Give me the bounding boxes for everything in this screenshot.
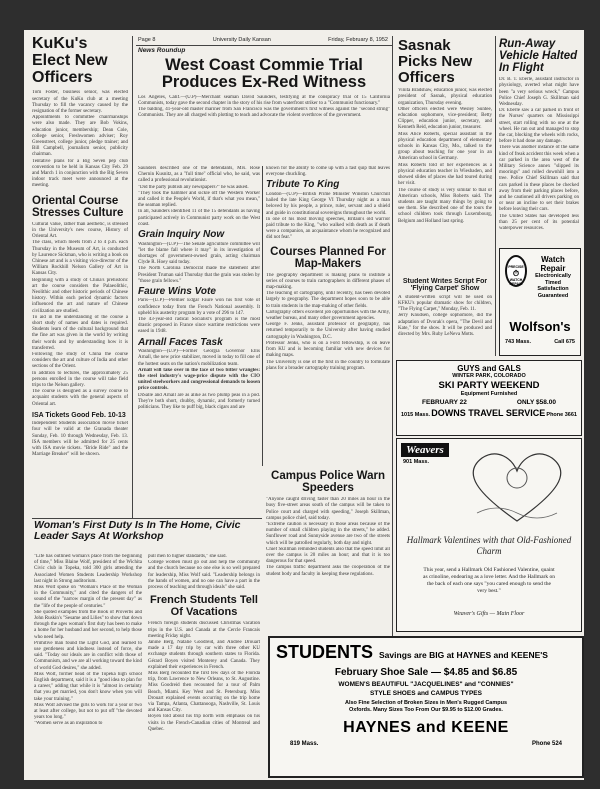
women-text-3: She quoted examples from the Book of Proverbs and John Ruskin's "Sesame and Lilies" to show that down through the ages woman's first duty has been to make a home for her husband and her second, to help those who need help. — [34, 609, 142, 640]
ribbon-icon — [477, 508, 557, 518]
women-column-b — [148, 554, 260, 772]
haynes-line-4: Also Fine Selection of Broken Sizes in Men's Rugged Campus — [344, 700, 508, 706]
women-text-2: Miss Wolf spoke on "Woman's Place of the Woman in the Community," and cited the dangers of the sound of the "narrow margin of the present day" as the "life of the people of centuries." — [34, 585, 142, 609]
header-rule — [136, 45, 392, 46]
script-headline: Student Writes Script For 'Flying Carpet' Show — [402, 278, 488, 293]
runaway-text-2: Dr. Eberle saw a car parked in front of the Nurses' quarters on Mississippi street, start rolling with no one at the wheel. He ran out and managed to stop the car, blocking the wheels with rocks, before it had done any damage. — [499, 108, 579, 145]
arnall-headline: Arnall Faces Task — [138, 336, 223, 348]
script-story — [398, 278, 492, 354]
roundup-kicker: News Roundup — [138, 47, 186, 54]
women-cont-2: College women must go out and help the community and the church because no one else is so well prepared for leadership, Miss Wolf said. "Leadership belongs in the hands of women, and no one can have a part in the process of teaching and through ideals" she said. — [148, 560, 260, 591]
grain-headline: Grain Inquiry Now — [138, 229, 225, 241]
wolfson-line-5: Satisfaction — [537, 286, 569, 292]
faure-text-1: Paris—(U.P)—Premier Edgar Faure won his first vote of confidence today from the French National assembly. It upheld his austerity program by a vote of 296 to 147. — [138, 298, 260, 316]
downs-date: FEBRUARY 22 — [422, 399, 467, 406]
women-headline: Woman's First Duty Is In The Home, Civic Leader Says At Workshop — [34, 519, 241, 543]
sasnak-text-4: Miss Roberts told of her experiences as a physical education teacher in Wiesbaden, and showed slides of places she had toured during her visit. — [398, 162, 492, 187]
valentine-illustration — [457, 443, 577, 527]
oriental-text-1: Cultural value, rather than aesthetic, is stressed in the University's new course, History of Oriental Art. — [32, 221, 128, 240]
oriental-text-2: The class, which meets from 2 to 4 p.m. each Thursday in the Museum of Art, is conducted by Laurence Sickman, who is writing a book on Chinese art and is a visiting vice-director of the William Rockhill Nelson Gallery of Art in Kansas City. — [32, 240, 128, 277]
left-column — [32, 36, 128, 516]
runaway-headline: Run-Away Vehicle Halted In Flight — [499, 38, 578, 75]
sasnak-headline: Sasnak Picks New Officers — [398, 38, 473, 86]
runaway-story — [499, 38, 579, 234]
wolfson-line-1: Watch — [541, 255, 565, 264]
sasnak-text-2: Other officers elected were Wesley Suntee, education sophomore, vice-president; Betty Clipper, education junior, secretary, and Kenneth Reid, education junior, treasurer. — [398, 106, 492, 131]
sasnak-story — [398, 38, 492, 278]
commie-text-3: Saunders described one of the defendants, Mrs. Rose Chernin Kusnitz, as a "full time" official who, he said, was called a professional revolutionist. — [138, 166, 260, 184]
wolfsons-phone: Call 675 — [554, 339, 575, 345]
precise-watch-badge — [505, 255, 527, 287]
courses-text-3: Cartography offers excellent job opportunities with the Army, weather bureau, and many other government agencies. — [266, 309, 390, 322]
students-headline: STUDENTS — [276, 642, 374, 662]
weavers-ad — [396, 438, 582, 632]
issue-date: Friday, February 8, 1952 — [328, 37, 388, 43]
haynes-phone: Phone 524 — [531, 741, 562, 747]
french-text-3: Miss Berg recounted the first few days of the Florida trip, from Lawrence to New Orleans, to St. Augustine. Miss Goodreid then recounted for a tour of Palm Beach, Miami. Key West and St. Petersburg. Miss Drouart explained events occurring on the trip home via Tampa, Atlanta, Chattanooga, Nashville, St. Louis and Kansas City. — [148, 670, 260, 714]
column-rule — [132, 36, 133, 518]
downs-line-2: WINTER PARK, COLORADO — [452, 373, 526, 379]
grain-text-1: Washington—(U.P)—The Senate agriculture committee will "let the blame fall where it may" in its investigation of shortages of government-owned grain, acting chairman Clyde R. Hoey said today. — [138, 241, 260, 266]
runaway-text-4: The United States has developed less than 25 per cent of its potential waterpower resources. — [499, 213, 579, 232]
weavers-body: This year, send a Hallmark Old Fashioned Valentine, quaint as crinoline, endearing as a love letter. And the Hallmark on the back of each one says "you cared enough to send the very best." — [423, 567, 555, 594]
savings-headline: Savings are BIG at HAYNES and KEENE'S — [379, 650, 548, 660]
sasnak-text-3: Miss Alice Roberts, special assistant in the physical education department of elementary schools in Kansas City, Mo., talked to the group about teaching for one year in an American school in Germany. — [398, 131, 492, 162]
downs-price: ONLY $58.00 — [516, 399, 556, 406]
haynes-line-2: WOMEN'S BEAUTIFUL "JACQUELINES" and "CONNIES" — [338, 681, 514, 688]
column-rule — [392, 36, 393, 656]
downs-address: 1015 Mass. — [401, 412, 431, 418]
downs-line-1: GUYS and GALS — [457, 364, 521, 373]
downs-line-4: Equipment Furnished — [460, 391, 518, 397]
campus-text-3: Chief Skillman reminded students also that the speed limit all over the campus is 20 miles an hour; and that it is too dangerous for that speed. — [266, 546, 390, 565]
campus-police-story — [266, 470, 390, 662]
isa-headline: ISA Tickets Good Feb. 10-13 — [32, 411, 126, 419]
weavers-address: 901 Mass. — [403, 459, 429, 465]
courses-text-6: The University is one of the first in the country to formulate plans for a broader cartography training program. — [266, 359, 390, 371]
sasnak-text-1: Vinita Bradshaw, education junior, was elected president of Sasnak, physical education organization, Thursday evening. — [398, 88, 492, 106]
french-text-4: Boyen told about his trip north with emphasis on his visits in the French-Canadian cities of Montreal and Quebec. — [148, 714, 260, 732]
courses-text-1: The geography department is making plans to institute a series of courses to train cartographers in different phases of map-making. — [266, 272, 390, 291]
haynes-line-3: STYLE SHOES and CAMPUS TYPES — [370, 690, 482, 697]
courses-text-2: The teaching of cartography, until recently, has been devoted largely to geography. The department hopes soon to be able to train students in the map-making of other fields. — [266, 291, 390, 309]
kukus-text-3: Tentative plans for a Big Seven pep club convention to be held in Kansas City Feb. 29 and March 1 in conjunction with the Big Seven indoor track meet were announced at the meeting. — [32, 158, 128, 189]
tribute-text-1: London—(U.P)—British Prime Minister Winston Churchill hailed the late King George VI Thursday night as a man beloved by his people, a prince, ruler, servant and a shield and guide in constitutional sovereigns throughout the world. — [266, 191, 390, 216]
watch-icon: ⏱ — [512, 269, 520, 278]
campus-text-1: "Anyone caught driving faster than 20 miles an hour in the busy five-street areas south of the campus will be taken to Police court and charged with speeding," Joseph Skillman, campus police chief, said today. — [266, 497, 390, 521]
women-text-6: Miss Wolf advised the girls to work for a year or two at least after college, but not to put off "the devoted years too long." — [34, 702, 142, 721]
women-text-4: Primitive man found the Light God, and learned to use gentleness and kindness instead of force, she said. "Today our ideals are in conflict with those of Communism, and we are all working toward the kind of world God desires," she added. — [34, 640, 142, 671]
oriental-headline: Oriental Course Stresses Culture — [32, 194, 124, 219]
haynes-address: 819 Mass. — [290, 741, 319, 747]
wolfson-line-3: Electronically — [535, 273, 571, 279]
tribute-headline: Tribute To King — [266, 179, 340, 191]
page-number: Page 8 — [138, 37, 156, 43]
badge-text-top: PRECISE — [508, 265, 524, 269]
sasnak-text-5: The course of study is very similar to that of American schools, Miss Roberts said. The students are taught many things by going to see them. She described one of the tours the school children took through Luxembourg, Belgium and Holland last spring. — [398, 187, 492, 224]
badge-text-bottom: WATCH REPAIR — [509, 278, 523, 286]
oriental-text-5: Following the study of China the course considers the art and culture of India and other sections of the Orient. — [32, 352, 128, 370]
courses-text-5: Professor Jenks, who is on a Ford fellowship, is on leave from KU and is becoming familiar with new devices for making maps. — [266, 340, 390, 359]
faure-headline: Faure Wins Vote — [138, 285, 216, 297]
weavers-footer: Weaver's Gifts — Main Floor — [453, 611, 525, 617]
wolfson-line-4: Timed — [544, 279, 562, 286]
weavers-title: Hallmark Valentines with that Old-Fashioned Charm — [406, 535, 572, 556]
script-text-1: A student-written script will be used on KFKU's popular dramatic show for children, "The Flying Carpet," Monday, Feb. 11. — [398, 294, 492, 313]
oriental-text-4: To aid in the understanding of the course a short study of names and dates is required. Students learn of the cultural background that the fine art was given in the world by writing their words and by understanding how it is transferred. — [32, 314, 128, 351]
kukus-headline: KuKu's Elect New Officers — [32, 36, 108, 86]
commie-text-5: "They took the hammer and sickle off the Western Worker and called it the People's World, if that's what you mean," the seaman replied. — [138, 190, 260, 209]
women-text-5: Miss Wolf, former head of the Topeka high school English department, said it is a "good idea to plan for a career," adding that while it is "almost in certainty that you get married, you don't know when you will take your training." — [34, 671, 142, 702]
arnall-text-1: Washington—(U.P)—Former Georgia Governor Ellis Arnall, the new price stabilizer, moved in today to fill one of the hottest seats on the nation's mobilization team. — [138, 349, 260, 367]
campus-text-2: "Extreme caution is necessary in those areas because of the number of small children playing in the streets," he added. Sunflower road and Sunnyside avenue are two of the streets which will be patrolled regularly, both day and night. — [266, 521, 390, 546]
roundup-column-a — [138, 166, 260, 470]
commie-text-4: "Did the party publish any newspapers?" he was asked. — [138, 184, 249, 190]
wolfsons-name: Wolfson's — [509, 319, 571, 334]
newspaper-page — [24, 30, 584, 780]
column-rule — [495, 36, 496, 356]
roundup-b-continued: known for the ability to come up with a fast quip that leaves everyone chuckling. — [266, 166, 390, 178]
women-text-7: "Women serve as an inspiration to — [34, 721, 103, 727]
column-rule — [262, 166, 263, 466]
commie-text-1: Los Angeles, Calif.—(U.P)—Merchant seaman David Saunders, testifying at the conspiracy trial of 15 California Communists, today gave the second chapter in the story of his rise from waterfront striker to a "Communist functionary." — [138, 94, 390, 106]
campus-police-headline: Campus Police Warn Speeders — [271, 470, 385, 495]
downs-travel-ad — [396, 360, 582, 436]
women-column-a — [34, 554, 142, 772]
kukus-text-2: Appointments to committee chairmanships were also made. They are Bob Vokins, education junior, membership; Dean Cole, college senior, Freshwomen adviser; Roy Greenstreet, college junior, pledge trainer; and Bill Campbell, journalism senior, publicity chairman. — [32, 115, 128, 158]
runaway-text-3: There was another instance of the same kind of freak accident this week when a car parked in the area west of the Military Science annex "slipped its moorings" and rolled downhill into a tree. Police Chief Skillman said that cars parked in these places be checked away from their parking places before, and he cautioned all drivers parking on or near an incline to set their brakes before leaving their cars. — [499, 145, 579, 213]
haynes-keene-ad — [268, 636, 584, 778]
heart-icon — [473, 454, 561, 521]
paper-name: University Daily Kansan — [212, 37, 271, 43]
downs-line-3: SKI PARTY WEEKEND — [438, 380, 540, 391]
grain-text-2: The North Carolina Democrat made the statement after President Truman said Thursday that the grain was stolen by "those grain fellows." — [138, 266, 260, 284]
oriental-text-7: The course is designed as a survey course to acquaint students with the general aspects of Oriental art. — [32, 389, 128, 407]
campus-text-4: The campus traffic department asks the cooperation of the student body and faculty in keeping these regulations. — [266, 565, 390, 577]
roundup-column-b — [266, 166, 390, 470]
isa-text: Independent Students association movie ticket four will be valid at the Granada theater Sunday, Feb. 10 through Wednesday, Feb. 13. ISA members will be admitted for 25 cents with ISA movie tickets. "Bride Ride" and the Marriage Breaker" will be shown. — [32, 421, 128, 458]
downs-name: DOWNS TRAVEL SERVICE — [431, 408, 546, 418]
women-text-1: "Life has outlined woman's place from the beginning of time," Miss Blaine Wolf, president of the Wichita Civic club in Topeka, told 300 girls attending the Associated Women Students Leadership Workshop last night in Strong auditorium. — [34, 554, 142, 584]
commie-trial-headline: West Coast Commie Trial Produces Ex-Red Witness — [161, 56, 367, 92]
tribute-text-2: In one of his most moving speeches, Britain's old warrior paid tribute to the King, "who walked with death as if death were a companion, an acquaintance whom he recognized and did not fear." — [266, 216, 390, 241]
weavers-logo: Weavers — [401, 443, 449, 457]
commie-text-6: In all, Saunders identified 11 of the 15 defendants as having participated actively in Communist party work on the West coast. — [138, 209, 260, 227]
oriental-text-3: Beginning with a study of China's prehistoric art the course considers the Palaeolithic, Neolithic and other historic periods of Chinese history. Within each period dynamic factors influenced the art and nature of Chinese civilization are studied. — [32, 277, 128, 314]
arnall-text-3: DiSalle and Arnall are as alike as two plump peas in a pod. They're both short, chubby, dynamic, and formerly turned politicians. They like to puff big, black cigars and are — [138, 392, 260, 410]
wolfsons-ad — [499, 248, 581, 356]
french-text-2: Janine Berg, Natalie Goodreid, and Andrée Drouart made a 17 day trip by car with three other KU exchange students through southern states to Florida. Gérard Boyen visited Monterey and Canada. They explained their experiences in French. — [148, 639, 260, 670]
faure-text-2: The 43-year-old radical Socialist's program is the most drastic proposed in France since wartime restrictions were eased in 1948. — [138, 317, 260, 335]
courses-text-4: George F. Jenks, assistant professor of geography, has returned temporarily to the University after having studied cartography in Washington, D.C. — [266, 322, 390, 340]
runaway-text-1: Dr. B. T. Eberle, assistant instructor in physiology, averted what might have been "a very serious wreck," Campus Police Chief Joseph G. Skillman said Wednesday. — [499, 77, 579, 107]
downs-phone: Phone 3661 — [546, 412, 577, 418]
haynes-line-5: Oxfords. Many Sizes Too From Our $9.95 to $12.00 Grades. — [349, 707, 503, 713]
arnall-text-2: Arnall will take over in the face of two bitter wrangles: the steel industry's wage-price dispute with the CIO united steelworkers and congressional demands to loosen price controls. — [138, 367, 260, 392]
oriental-text-6: In addition to lectures, the approximately 25 persons enrolled in the course will take field trips to the Nelson gallery. — [32, 370, 128, 389]
haynes-name: HAYNES and KEENE — [343, 719, 509, 736]
wolfson-line-2: Repair — [540, 264, 566, 273]
wolfson-line-6: Guaranteed — [537, 292, 569, 299]
commie-text-2: The balding, 41-year-old master mariner from San Francisco was the government's first witness against the "second string" Communists. They are all charged with plotting to teach and advocate the violent overthrow of the government. — [138, 107, 390, 119]
shoe-sale-line: February Shoe Sale — $4.85 and $6.85 — [334, 667, 518, 678]
courses-headline: Courses Planned For Map-Makers — [270, 245, 386, 270]
page-header — [138, 37, 388, 43]
wolfsons-address: 743 Mass. — [505, 339, 531, 345]
script-text-2: Jerry Knudsen, college sophomore, did the adaptation of Dvorak's opera, "The Devil and Kate," for the show. It will be produced and directed by Mrs. Ruby LeNeva Motts. — [398, 313, 492, 337]
news-roundup — [138, 47, 390, 119]
french-headline: French Students Tell Of Vacations — [150, 594, 258, 618]
women-cont-1: pull men to higher standards," she said. — [148, 554, 227, 559]
french-text-1: French foreign students discussed Christmas vacation trips in the U.S. and Canada at the Cercle Francais meeting Friday night. — [148, 621, 260, 639]
kukus-text-1: Tom Foster, business senior, was elected secretary of the KuKu club at a meeting Thursday to fill the vacancy caused by the resignation of the former secretary. — [32, 90, 128, 114]
